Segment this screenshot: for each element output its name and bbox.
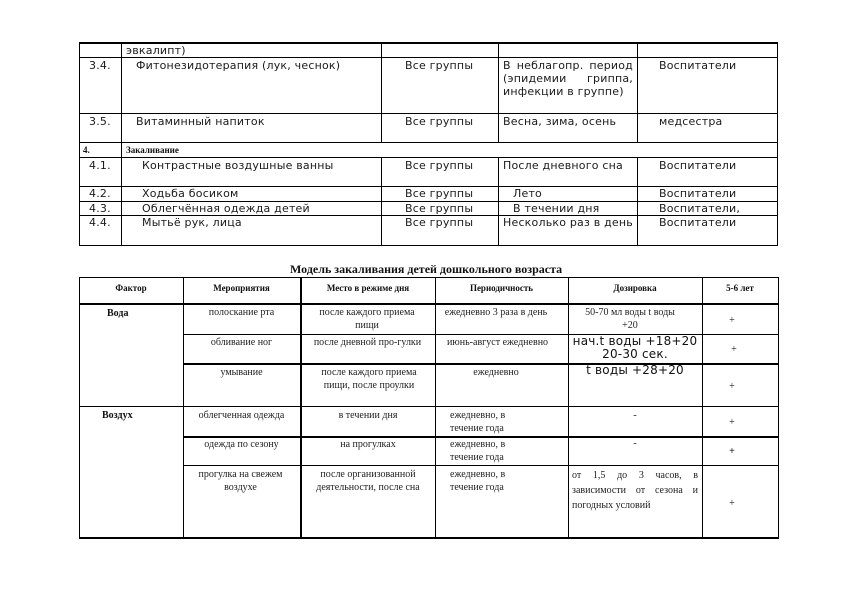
item-period: После дневного сна (503, 159, 623, 172)
item-number: 4.2. (89, 187, 111, 200)
section-number: 4. (83, 145, 90, 155)
item-name: эвкалипт) (126, 44, 186, 57)
item-responsible: Воспитатели, (659, 202, 741, 215)
place: в течении дня (338, 410, 398, 421)
item-number: 3.4. (89, 59, 111, 72)
activity: полоскание рта (208, 307, 275, 318)
item-name: Ходьба босиком (142, 187, 239, 200)
dosage: - (633, 438, 637, 449)
item-period: Несколько раз в день (503, 216, 633, 229)
item-responsible: Воспитатели (659, 59, 737, 72)
divider (79, 245, 778, 246)
factor-air: Воздух (102, 410, 133, 421)
item-groups: Все группы (405, 202, 474, 215)
divider (778, 277, 779, 538)
item-responsible: Воспитатели (659, 187, 737, 200)
divider (79, 277, 779, 278)
item-name: Фитонезидотерапия (лук, чеснок) (136, 59, 341, 72)
divider (79, 57, 778, 58)
divider (498, 157, 499, 246)
place: после каждого приема пищи, после проулки (321, 367, 417, 391)
dosage: 50-70 мл воды t воды +20 (585, 307, 675, 331)
divider (568, 277, 569, 538)
item-number: 4.3. (89, 202, 111, 215)
divider (300, 277, 302, 538)
divider (435, 277, 436, 538)
item-responsible: медсестра (659, 115, 723, 128)
item-groups: Все группы (405, 59, 474, 72)
item-name: Мытьё рук, лица (142, 216, 242, 229)
item-number: 3.5. (89, 115, 111, 128)
item-name: Облегчённая одежда детей (142, 202, 310, 215)
item-number: 4.4. (89, 216, 111, 229)
header-frequency: Периодичность (469, 283, 534, 293)
age-mark: + (729, 315, 735, 326)
divider (637, 157, 638, 246)
model-table-title: Модель закаливания детей дошкольного возраста (290, 262, 563, 276)
activity: одежда по сезону (204, 439, 279, 450)
divider (637, 42, 638, 142)
item-groups: Все группы (405, 216, 474, 229)
item-name: Витаминный напиток (136, 115, 265, 128)
item-period: Лето (513, 187, 542, 200)
item-number: 4.1. (89, 159, 111, 172)
place: после организованной деятельности, после сна (316, 469, 420, 493)
divider (79, 406, 779, 407)
divider (381, 157, 382, 246)
item-responsible: Воспитатели (659, 159, 737, 172)
divider (79, 537, 779, 539)
divider (498, 42, 499, 142)
factor-water: Вода (107, 308, 129, 319)
header-factor: Фактор (115, 283, 147, 293)
activity: обливание ног (210, 337, 273, 348)
divider (79, 113, 778, 114)
item-period: В неблагопр. период (эпидемии гриппа, инфекции в группе) (503, 59, 633, 98)
item-period: Весна, зима, осень (503, 115, 617, 128)
place: после каждого приема пищи (319, 307, 415, 331)
divider (777, 42, 778, 246)
item-groups: Все группы (405, 115, 474, 128)
dosage: t воды +28+20 (586, 363, 684, 377)
place: на прогулках (340, 439, 396, 450)
header-activities: Мероприятия (213, 283, 270, 293)
frequency: июнь-август ежедневно (446, 337, 549, 348)
divider (79, 42, 80, 246)
frequency: ежедневно, в течение года (450, 410, 506, 434)
divider (79, 157, 778, 158)
item-period: В течении дня (513, 202, 600, 215)
item-responsible: Воспитатели (659, 216, 737, 229)
age-mark: + (729, 498, 735, 509)
dosage: нач.t воды +18+20 20-30 сек. (572, 334, 698, 361)
frequency: ежедневно (473, 367, 519, 378)
activity: облегченная одежда (198, 410, 285, 421)
age-mark: + (729, 446, 735, 457)
header-place: Место в режиме дня (326, 283, 410, 293)
activity: прогулка на свежем воздухе (198, 469, 283, 493)
item-name: Контрастные воздушные ванны (142, 159, 334, 172)
divider (79, 303, 779, 305)
frequency: ежедневно 3 раза в день (444, 307, 548, 318)
item-groups: Все группы (405, 187, 474, 200)
header-dosage: Дозировка (613, 283, 657, 293)
header-age: 5-6 лет (726, 283, 754, 293)
activity: умывание (220, 367, 263, 378)
place: после дневной про-гулки (313, 337, 422, 348)
age-mark: + (729, 381, 735, 392)
divider (79, 277, 80, 538)
divider (381, 42, 382, 142)
dosage: - (633, 410, 637, 421)
age-mark: + (729, 417, 735, 428)
age-mark: + (731, 344, 737, 355)
dosage: от 1,5 до 3 часов, в зависимости от сезона и погодных условий (572, 470, 698, 511)
section-title: Закаливание (126, 145, 179, 155)
item-groups: Все группы (405, 159, 474, 172)
frequency: ежедневно, в течение года (450, 439, 506, 463)
divider (121, 42, 122, 246)
divider (183, 465, 779, 466)
divider (79, 142, 778, 143)
frequency: ежедневно, в течение года (450, 469, 506, 493)
